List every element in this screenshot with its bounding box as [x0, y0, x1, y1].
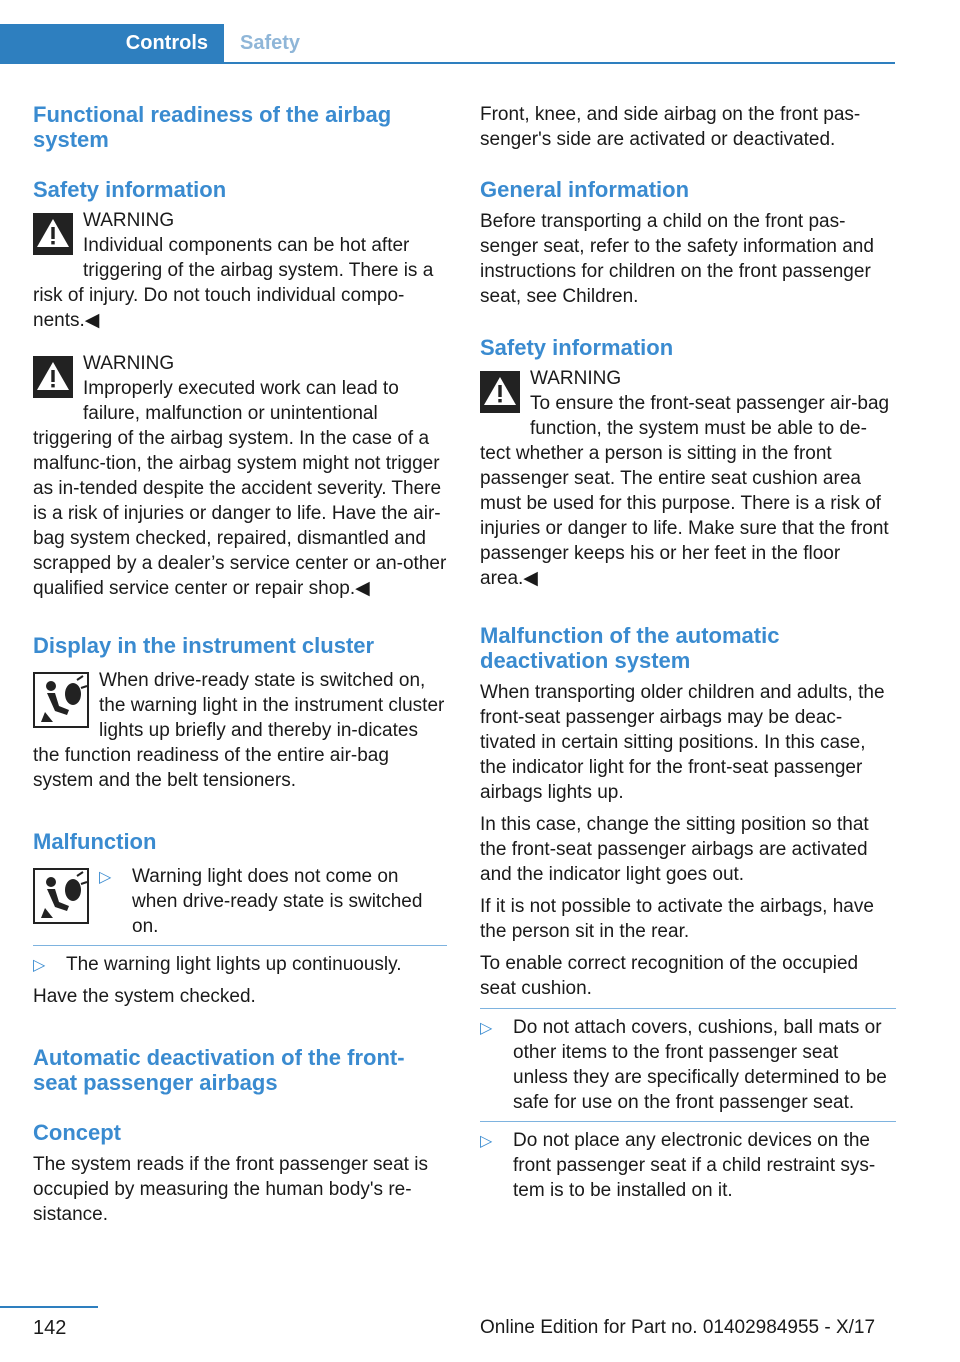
heading-general-information: General information: [480, 177, 690, 202]
warning-title: WARNING: [530, 368, 622, 389]
warning-text: To ensure the front-seat passenger air‐bag function, the system must be able to de‐tect whether a person is sitting in the front passenger seat. The entire seat cushion area must be used for this purpose. There is a risk of injuries or danger to life. Make sure that the front passenger keeps his or her feet in the floor area.◀: [480, 393, 890, 589]
warning-triangle-icon: [480, 371, 520, 413]
warning-title: WARNING: [83, 210, 175, 231]
malfunction-list-a: [99, 864, 447, 939]
recognition-list-wrap-1: [480, 1008, 896, 1115]
header-bar: [0, 24, 895, 64]
footer-rule: [0, 1306, 98, 1308]
warning-triangle-icon: [33, 213, 73, 255]
heading-safety-information: Safety information: [33, 177, 227, 202]
heading-malfunction: Malfunction: [33, 829, 157, 854]
warning-block-seat-detection: [480, 366, 896, 591]
malfunction-action-text: Have the system checked.: [33, 986, 256, 1007]
warning-text: Individual components can be hot after triggering of the airbag system. There is a risk of injury. Do not touch individual compo‐nents.◀: [33, 235, 434, 331]
page-number: 142: [33, 1317, 67, 1339]
display-description: [33, 668, 447, 793]
heading-concept: Concept: [33, 1120, 121, 1145]
list-item: ▷ Warning light does not come on when drive-ready state is switched on.: [99, 866, 423, 937]
general-text: Before transporting a child on the front pas‐senger seat, refer to the safety information and instructions for children on the front passenger seat, see Children.: [480, 211, 874, 307]
malfunction-paragraph-1: When transporting older children and adults, the front-seat passenger airbags may be deac‐tivated in certain sitting positions. In this case, the indicator light for the front-seat passenger airbags lights up.: [480, 682, 885, 803]
left-column: [33, 102, 447, 1227]
display-text: When drive-ready state is switched on, the warning light in the instrument cluster lights up briefly and thereby in‐dicates the function readiness of the entire air‐bag system and the belt tensioners.: [33, 670, 445, 791]
list-item: ▷ Do not attach covers, cushions, ball mats or other items to the front passenger seat unless they are specifically determined to be safe for use on the front passenger seat.: [480, 1017, 887, 1113]
airbag-warning-light-icon: [33, 868, 89, 924]
heading-airbag-readiness: Functional readiness of the airbag system: [33, 102, 392, 152]
edition-text: Online Edition for Part no. 01402984955 - X/17: [480, 1317, 876, 1338]
concept-text: The system reads if the front passenger seat is occupied by measuring the human body's re‐sistance.: [33, 1154, 428, 1225]
heading-safety-information-right: Safety information: [480, 335, 674, 360]
malfunction-paragraph-2: In this case, change the sitting position so that the front-seat passenger airbags are activated and the indicator light goes out.: [480, 814, 869, 885]
intro-text: Front, knee, and side airbag on the front pas‐senger's side are activated or deactivated.: [480, 104, 861, 150]
warning-block-improper-work: [33, 351, 447, 601]
recognition-list-2: [480, 1128, 896, 1203]
tab-controls[interactable]: Controls: [0, 24, 224, 62]
malfunction-paragraph-3: If it is not possible to activate the airbags, have the person sit in the rear.: [480, 896, 874, 942]
warning-title: WARNING: [83, 353, 175, 374]
tab-safety[interactable]: Safety: [240, 31, 301, 54]
heading-automatic-deactivation: Automatic deactivation of the front-seat passenger airbags: [33, 1045, 405, 1095]
triangle-bullet-icon: ▷: [33, 957, 46, 974]
malfunction-paragraph-4: To enable correct recognition of the occupied seat cushion.: [480, 953, 859, 999]
warning-triangle-icon: [33, 356, 73, 398]
triangle-bullet-icon: ▷: [480, 1133, 493, 1150]
malfunction-item-block: [33, 864, 447, 939]
malfunction-list-b: [33, 952, 447, 977]
malfunction-list-b-wrap: [33, 945, 447, 977]
warning-text: Improperly executed work can lead to failure, malfunction or unintentional triggering of the airbag system. In the case of a malfunc‐tion, the airbag system might not trigger as in‐tended despite the accident severity. There is a risk of injuries or danger to life. Have the air‐bag system checked, repaired, dismantled and scrapped by a dealer’s service center or an‐other qualified service center or repair shop.◀: [33, 378, 447, 599]
warning-block-hot-components: [33, 208, 447, 333]
triangle-bullet-icon: ▷: [480, 1020, 493, 1037]
recognition-list-wrap-2: [480, 1121, 896, 1203]
list-item: ▷ Do not place any electronic devices on the front passenger seat if a child restraint sys‐tem is to be installed on it.: [480, 1130, 876, 1201]
recognition-list-1: [480, 1015, 896, 1115]
list-item: ▷ The warning light lights up continuously.: [33, 952, 447, 977]
heading-malfunction-automatic-deactivation: Malfunction of the automatic deactivation system: [480, 623, 780, 673]
triangle-bullet-icon: ▷: [99, 869, 112, 886]
right-column: [480, 102, 896, 1203]
airbag-warning-light-icon: [33, 672, 89, 728]
heading-display-instrument-cluster: Display in the instrument cluster: [33, 633, 375, 658]
